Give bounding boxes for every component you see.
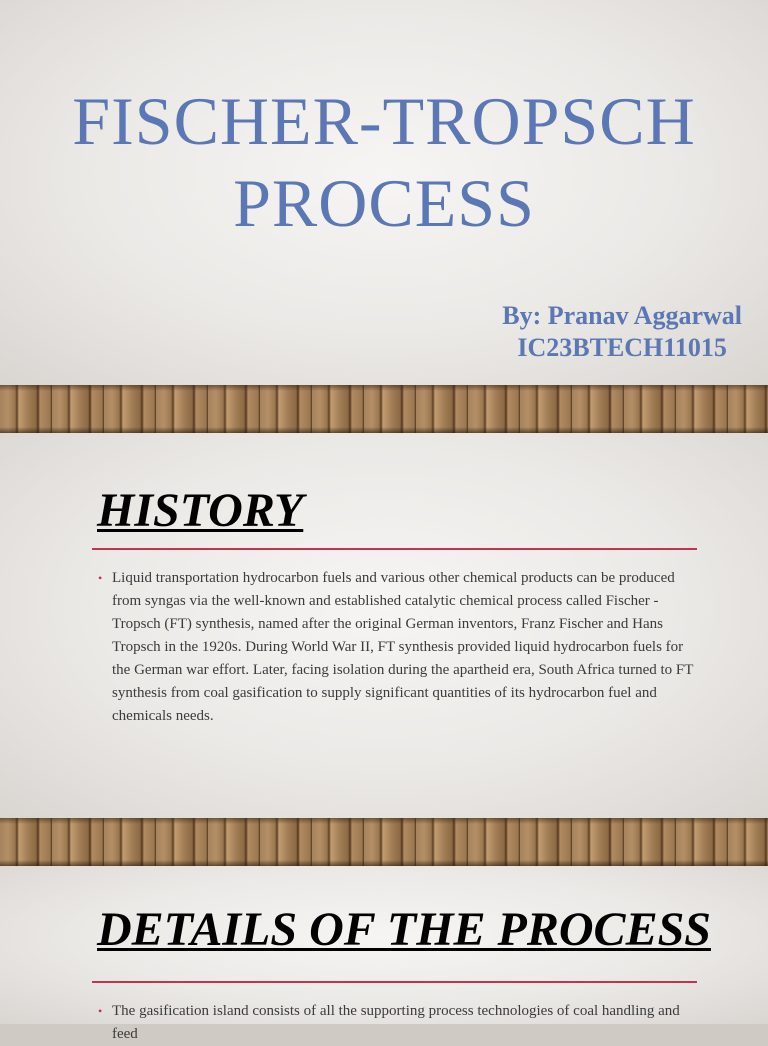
bullet-text: The gasification island consists of all the supporting process technologies of coal handling and feed <box>112 1003 680 1042</box>
author-name: By: Pranav Aggarwal <box>502 301 742 330</box>
wood-floor-divider <box>0 385 768 433</box>
history-heading: HISTORY <box>97 484 304 537</box>
history-bullet-list <box>92 567 697 728</box>
history-slide <box>0 433 768 818</box>
bullet-text: Liquid transportation hydrocarbon fuels and various other chemical products can be produced from syngas via the well-known and established catalytic chemical process called Fischer - Tropsch (FT) synthesis, named after the original German inventors, Franz Fischer and Hans Tropsch in the 1920s. During World War II, FT synthesis provided liquid hydrocarbon fuels for the German war effort. Later, facing isolation during the apartheid era, South Africa turned to FT synthesis from coal gasification to supply significant quantities of its hydrocarbon fuel and chemicals needs. <box>112 570 694 724</box>
list-item <box>92 567 697 728</box>
details-heading: DETAILS OF THE PROCESS <box>97 903 711 956</box>
roll-number: IC23BTECH11015 <box>517 333 727 362</box>
heading-rule <box>92 981 697 983</box>
details-bullet-list <box>92 1000 697 1046</box>
wood-floor-divider <box>0 818 768 866</box>
list-item <box>92 1000 697 1046</box>
heading-rule <box>92 548 697 550</box>
bullet-icon: • <box>98 571 103 585</box>
presentation-title: FISCHER-TROPSCH PROCESS <box>72 83 696 241</box>
details-slide <box>0 866 768 1042</box>
author-block <box>502 300 742 364</box>
bullet-icon: • <box>98 1004 103 1018</box>
title-slide <box>0 0 768 385</box>
